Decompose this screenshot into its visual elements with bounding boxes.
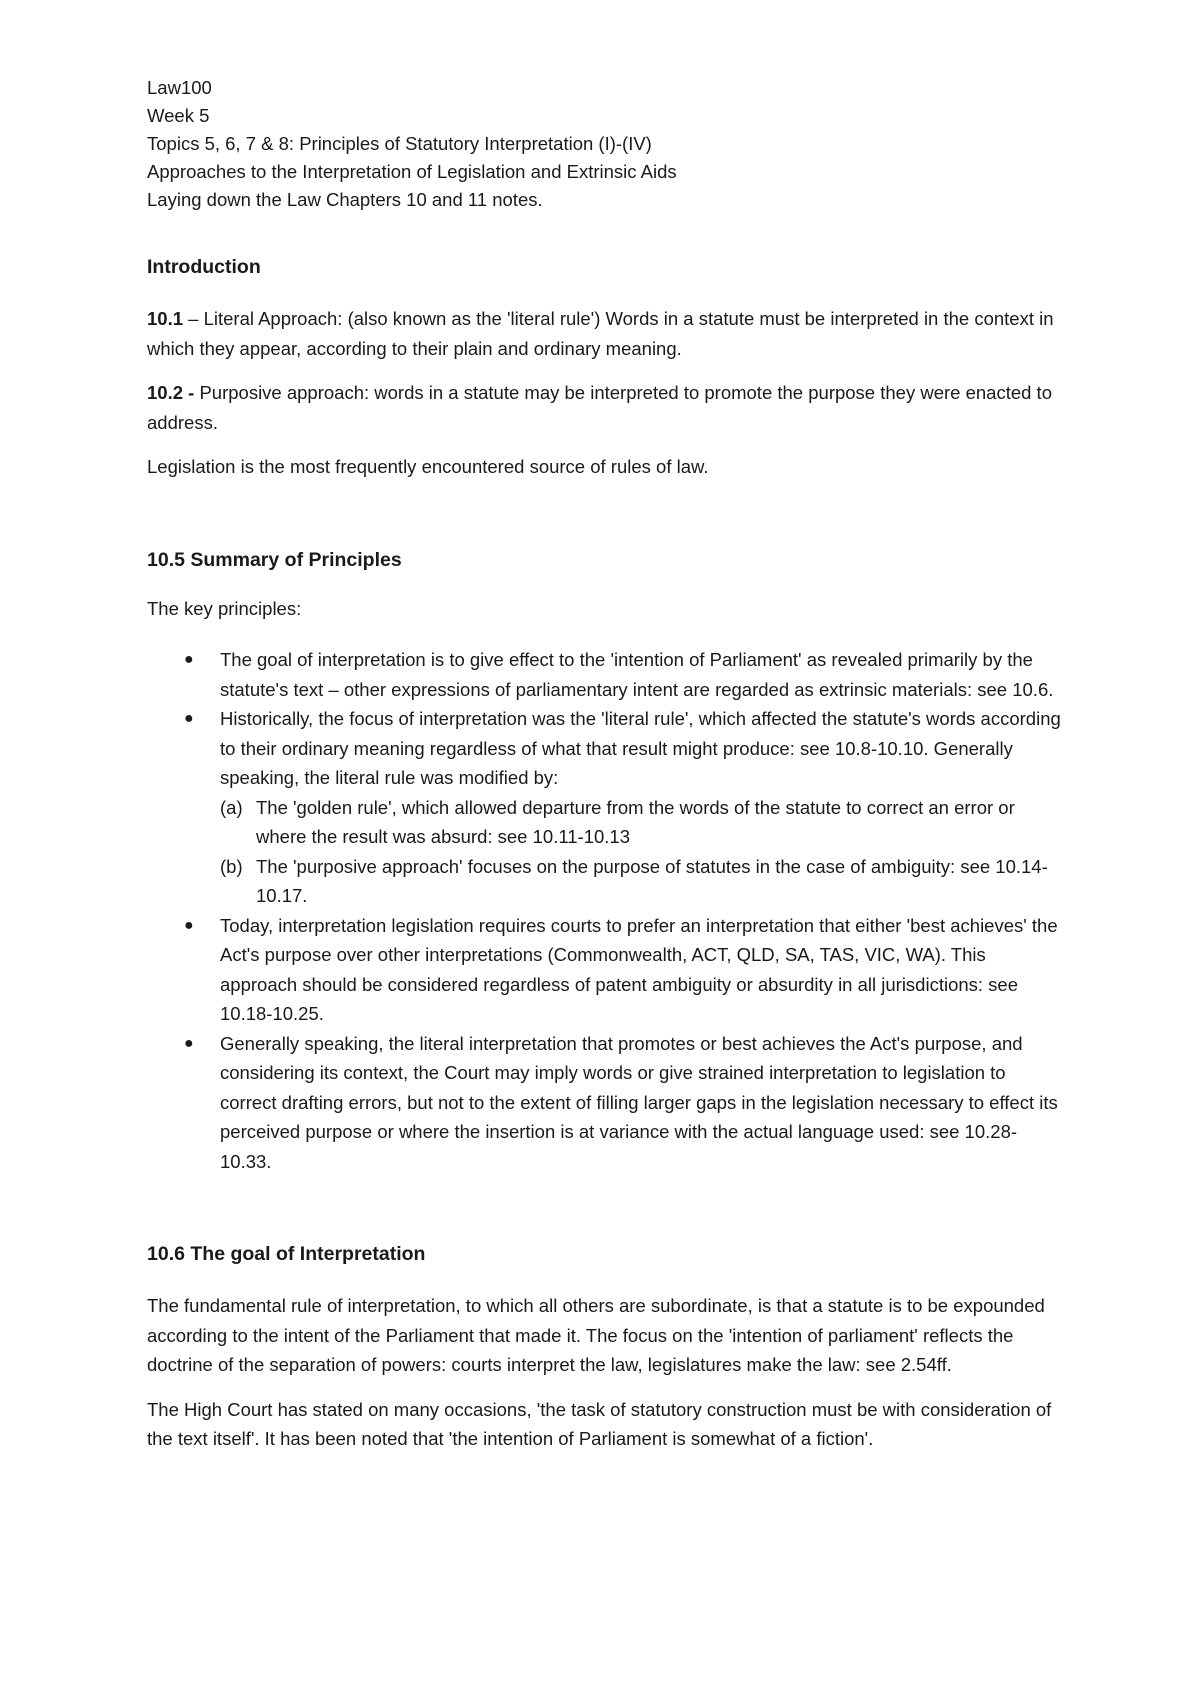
chapters-line: Laying down the Law Chapters 10 and 11 notes. — [147, 189, 543, 210]
bullet-icon: ● — [184, 651, 194, 668]
sub-list-marker: (a) — [220, 796, 243, 818]
list-item-text: The goal of interpretation is to give effect to the 'intention of Parliament' as revealed primarily by the statute's text – other expressions of parliamentary intent are regarded as extrinsic materials: see 10.6. — [220, 649, 1054, 700]
topics-line: Topics 5, 6, 7 & 8: Principles of Statutory Interpretation (I)-(IV) — [147, 133, 652, 154]
goal-paragraph-2: The High Court has stated on many occasions, 'the task of statutory construction must be with consideration of the text itself'. It has been noted that 'the intention of Parliament is somewhat of a fiction'. — [147, 1398, 1052, 1449]
document-header — [147, 74, 1067, 214]
sub-list-item-text: The 'golden rule', which allowed departure from the words of the statute to correct an error or where the result was absurd: see 10.11-10.13 — [256, 796, 1015, 847]
key-principles-intro: The key principles: — [147, 597, 302, 619]
sub-list-item-text: The 'purposive approach' focuses on the purpose of statutes in the case of ambiguity: see 10.14-10.17. — [256, 855, 1048, 906]
bullet-icon: ● — [184, 1034, 194, 1052]
approaches-line: Approaches to the Interpretation of Legislation and Extrinsic Aids — [147, 161, 677, 182]
bullet-icon: ● — [184, 916, 194, 934]
paragraph-10-2 — [147, 378, 1067, 437]
section-number-10-2: 10.2 - — [147, 382, 195, 403]
paragraph-10-2-text: Purposive approach: words in a statute may be interpreted to promote the purpose they were enacted to address. — [147, 382, 1052, 433]
sub-list-item — [220, 793, 1067, 852]
list-item — [147, 911, 1067, 1029]
section-number-10-1: 10.1 — [147, 308, 184, 329]
paragraph-10-1 — [147, 304, 1067, 363]
goal-paragraph-1: The fundamental rule of interpretation, to which all others are subordinate, is that a statute is to be expounded according to the intent of the Parliament that made it. The focus on the 'intention of parliament' reflects the doctrine of the separation of powers: courts interpret the law, legislatures make the law: see 2.54ff. — [147, 1295, 1045, 1375]
list-item — [147, 645, 1067, 704]
sub-list-marker: (b) — [220, 855, 243, 877]
course-code: Law100 — [147, 77, 212, 98]
list-item-text: Generally speaking, the literal interpretation that promotes or best achieves the Act's purpose, and considering its context, the Court may imply words or give strained interpretation to legislation to correct drafting errors, but not to the extent of filling larger gaps in the legislation necessary to effect its perceived purpose or where the insertion is at variance with the actual language used: see 10.28-10.33. — [220, 1032, 1058, 1172]
bullet-icon: ● — [184, 710, 194, 727]
document-page — [147, 74, 1067, 1454]
summary-heading: 10.5 Summary of Principles — [147, 548, 402, 571]
week-label: Week 5 — [147, 105, 210, 126]
paragraph-10-1-text: – Literal Approach: (also known as the 'literal rule') Words in a statute must be interpreted in the context in which they appear, according to their plain and ordinary meaning. — [147, 308, 1054, 359]
goal-heading: 10.6 The goal of Interpretation — [147, 1243, 426, 1265]
list-item-text: Historically, the focus of interpretation was the 'literal rule', which affected the statute's words according to their ordinary meaning regardless of what that result might produce: see 10.8-10.10. Generally speaking, the literal rule was modified by: — [220, 708, 1061, 788]
introduction-heading: Introduction — [147, 256, 261, 278]
sub-list-item — [220, 852, 1067, 911]
list-item-text: Today, interpretation legislation requires courts to prefer an interpretation that either 'best achieves' the Act's purpose over other interpretations (Commonwealth, ACT, QLD, SA, TAS, VIC, WA). This approach should be considered regardless of patent ambiguity or absurdity in all jurisdictions: see 10.18-10.25. — [220, 914, 1058, 1024]
legislation-paragraph: Legislation is the most frequently encountered source of rules of law. — [147, 456, 709, 477]
sub-list — [220, 793, 1067, 911]
list-item — [147, 1029, 1067, 1177]
list-item — [147, 704, 1067, 911]
principles-list — [147, 645, 1067, 1176]
